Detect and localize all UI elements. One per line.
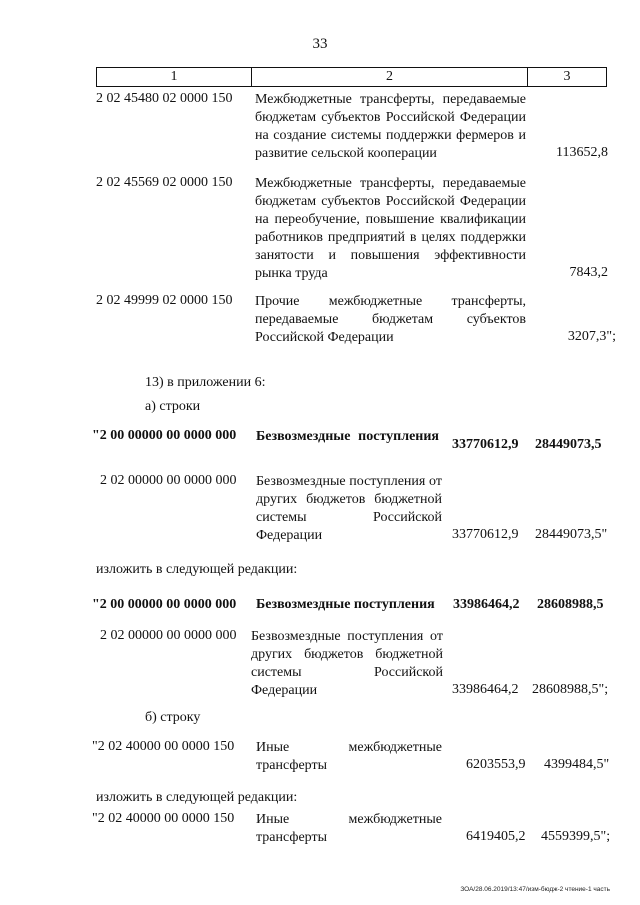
table-header-col1: 1 (96, 67, 252, 87)
table-header-col2: 2 (251, 67, 528, 87)
row-value-1: 6203553,9 (466, 757, 526, 772)
row-value-1: 33986464,2 (453, 597, 520, 612)
paragraph-replace: изложить в следующей редакции: (96, 790, 298, 805)
row-description: Безвозмездные поступления от других бюджетов бюджетной системы Российской Федерации (251, 629, 443, 698)
row-code: "2 00 00000 00 0000 000 (92, 597, 237, 612)
row-description: Прочие межбюджетные трансферты, передаваемые бюджетам субъектов Российской Федерации (255, 294, 526, 345)
row-description: Безвозмездные поступления (256, 429, 439, 444)
row-code: 2 02 00000 00 0000 000 (100, 473, 237, 488)
row-code: 2 02 45480 02 0000 150 (96, 91, 233, 106)
row-value: 113652,8 (556, 145, 608, 160)
row-code: "2 00 00000 00 0000 000 (92, 428, 237, 443)
row-description: Безвозмездные поступления от других бюджетов бюджетной системы Российской Федерации (256, 474, 442, 543)
row-value-2: 4559399,5"; (541, 829, 611, 844)
row-code: 2 02 45569 02 0000 150 (96, 175, 233, 190)
paragraph-13: 13) в приложении 6: (145, 375, 266, 390)
row-code: "2 02 40000 00 0000 150 (92, 739, 235, 754)
row-value: 7843,2 (569, 265, 608, 280)
paragraph-b: б) строку (145, 710, 201, 725)
row-description: Иные межбюджетные трансферты (256, 740, 442, 773)
row-value-2: 28608988,5"; (532, 682, 609, 697)
paragraph-replace: изложить в следующей редакции: (96, 562, 298, 577)
row-value-1: 33770612,9 (452, 437, 519, 452)
row-description: Межбюджетные трансферты, передаваемые бюджетам субъектов Российской Федерации на переобучение, повышение квалификации работников предприятий в целях поддержки занятости и повышения эффективности рынка труда (255, 176, 526, 281)
row-value-1: 6419405,2 (466, 829, 526, 844)
page-number: 33 (312, 36, 328, 52)
row-value-1: 33986464,2 (452, 682, 519, 697)
paragraph-a: а) строки (145, 399, 201, 414)
row-value-2: 28449073,5" (535, 527, 608, 542)
row-code: 2 02 49999 02 0000 150 (96, 293, 233, 308)
row-code: "2 02 40000 00 0000 150 (92, 811, 235, 826)
table-header-col3: 3 (527, 67, 607, 87)
row-value-2: 4399484,5" (544, 757, 610, 772)
row-value-2: 28449073,5 (535, 437, 602, 452)
row-code: 2 02 00000 00 0000 000 (100, 628, 237, 643)
document-footer: ЗОА/28.06.2019/13:47/изм-бюдж-2 чтение-1 часть (460, 886, 610, 893)
row-value: 3207,3"; (567, 329, 616, 344)
row-value-1: 33770612,9 (452, 527, 519, 542)
row-description: Иные межбюджетные трансферты (256, 812, 442, 845)
row-description: Безвозмездные поступления (256, 597, 435, 612)
row-value-2: 28608988,5 (537, 597, 604, 612)
row-description: Межбюджетные трансферты, передаваемые бюджетам субъектов Российской Федерации на создание системы поддержки фермеров и развитие сельской кооперации (255, 92, 526, 161)
